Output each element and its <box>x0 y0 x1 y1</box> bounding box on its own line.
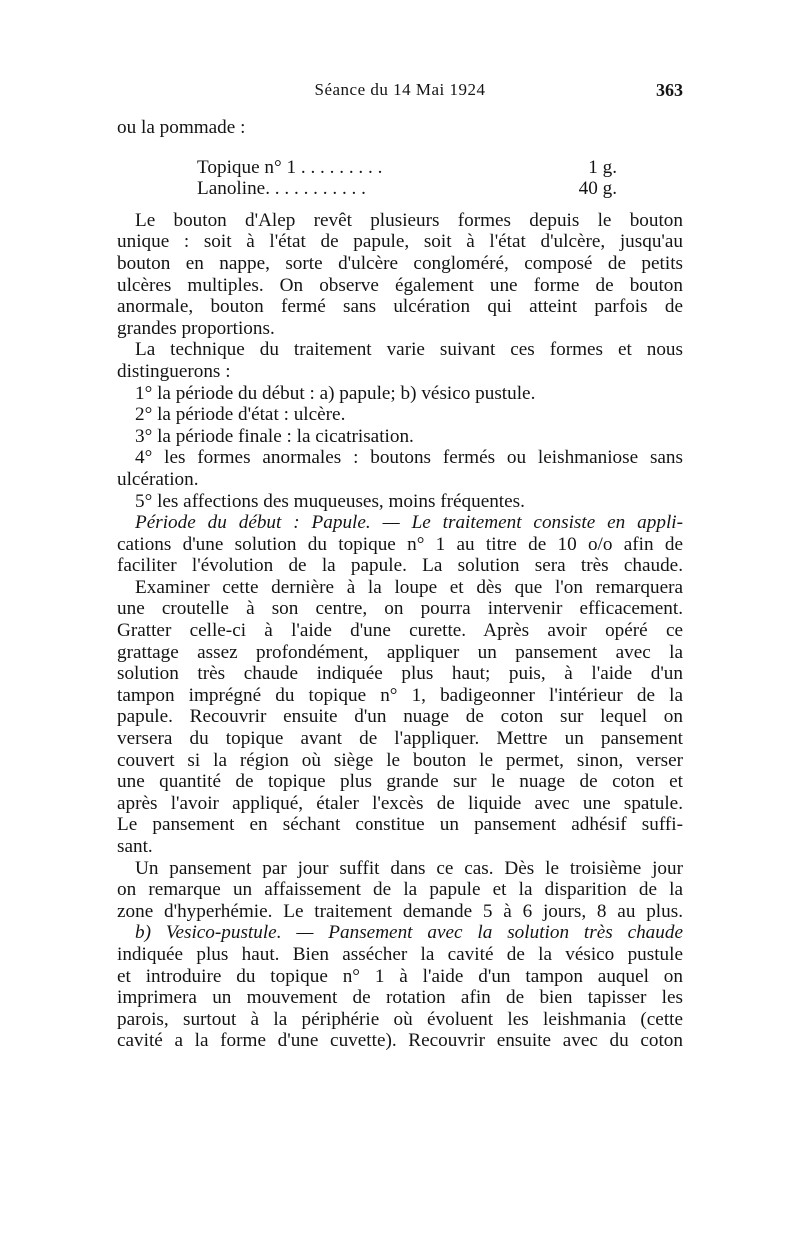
recipe-qty: 40 g. <box>578 178 617 200</box>
recipe-table <box>197 157 617 200</box>
page-header <box>117 80 683 106</box>
recipe-item: Topique n° 1 . . . . . . . . . <box>197 156 383 178</box>
text-line: une quantité de topique plus grande sur le nuage de coton et <box>117 771 683 793</box>
page-number: 363 <box>656 80 683 100</box>
text-line: zone d'hyperhémie. Le traitement demande 5 à 6 jours, 8 au plus. <box>117 900 683 922</box>
text-line: couvert si la région où siège le bouton le permet, sinon, verser <box>117 749 683 771</box>
list-item: 2° la période d'état : ulcère. <box>135 404 346 426</box>
text-line: anormale, bouton fermé sans ulcération qui atteint parfois de <box>117 296 683 318</box>
text-line: grattage assez profondément, appliquer un pansement avec la <box>117 641 683 663</box>
list-item: 3° la période finale : la cicatrisation. <box>135 425 414 447</box>
text-line: La technique du traitement varie suivant ces formes et nous <box>135 339 683 361</box>
section-heading-line: Période du début : Papule. — Le traitement consiste en appli- <box>135 512 683 534</box>
recipe-qty: 1 g. <box>588 156 617 178</box>
text-line: après l'avoir appliqué, étaler l'excès de liquide avec une spatule. <box>117 792 683 814</box>
list-item: 4° les formes anormales : boutons fermés ou leishmaniose sans <box>135 447 683 469</box>
text-line: distinguerons : <box>117 360 231 382</box>
text-line: Le bouton d'Alep revêt plusieurs formes depuis le bouton <box>135 209 683 231</box>
text-line: bouton en nappe, sorte d'ulcère congloméré, composé de petits <box>117 252 683 274</box>
text-line: Un pansement par jour suffit dans ce cas. Dès le troisième jour <box>135 857 683 879</box>
text-line: versera du topique avant de l'appliquer. Mettre un pansement <box>117 728 683 750</box>
text-line: imprimera un mouvement de rotation afin de bien tapisser les <box>117 987 683 1009</box>
running-head: Séance du 14 Mai 1924 <box>314 80 486 99</box>
intro-line: ou la pommade : <box>117 117 246 138</box>
text-line: une croutelle à son centre, on pourra intervenir efficacement. <box>117 598 683 620</box>
text-line: ulcération. <box>117 468 199 490</box>
recipe-row <box>197 178 617 200</box>
text-line: unique : soit à l'état de papule, soit à l'état d'ulcère, jusqu'au <box>117 231 683 253</box>
recipe-row <box>197 157 617 179</box>
text-line: faciliter l'évolution de la papule. La solution sera très chaude. <box>117 555 683 577</box>
text-line: Gratter celle-ci à l'aide d'une curette. Après avoir opéré ce <box>117 620 683 642</box>
text-line: cavité a la forme d'une cuvette). Recouvrir ensuite avec du coton <box>117 1030 683 1052</box>
text-line: sant. <box>117 836 153 857</box>
list-item: 5° les affections des muqueuses, moins fréquentes. <box>135 490 525 512</box>
section-heading-line: b) Vesico-pustule. — Pansement avec la solution très chaude <box>135 922 683 944</box>
text-line: indiquée plus haut. Bien assécher la cavité de la vésico pustule <box>117 943 683 965</box>
text-line: Le pansement en séchant constitue un pansement adhésif suffi- <box>117 814 683 836</box>
text-line: cations d'une solution du topique n° 1 au titre de 10 o/o afin de <box>117 533 683 555</box>
text-line: on remarque un affaissement de la papule et la disparition de la <box>117 879 683 901</box>
text-line: parois, surtout à la périphérie où évoluent les leishmania (cette <box>117 1008 683 1030</box>
text-line: Examiner cette dernière à la loupe et dès que l'on remarquera <box>135 576 683 598</box>
page-body <box>117 117 683 1052</box>
text-line: solution très chaude indiquée plus haut; puis, à l'aide d'un <box>117 663 683 685</box>
text-line: et introduire du topique n° 1 à l'aide d'un tampon auquel on <box>117 965 683 987</box>
text-line: ulcères multiples. On observe également une forme de bouton <box>117 274 683 296</box>
list-item: 1° la période du début : a) papule; b) vésico pustule. <box>135 382 536 404</box>
text-line: papule. Recouvrir ensuite d'un nuage de coton sur lequel on <box>117 706 683 728</box>
text-line: tampon imprégné du topique n° 1, badigeonner l'intérieur de la <box>117 684 683 706</box>
recipe-item: Lanoline. . . . . . . . . . . <box>197 178 366 200</box>
text-line: grandes proportions. <box>117 317 275 339</box>
